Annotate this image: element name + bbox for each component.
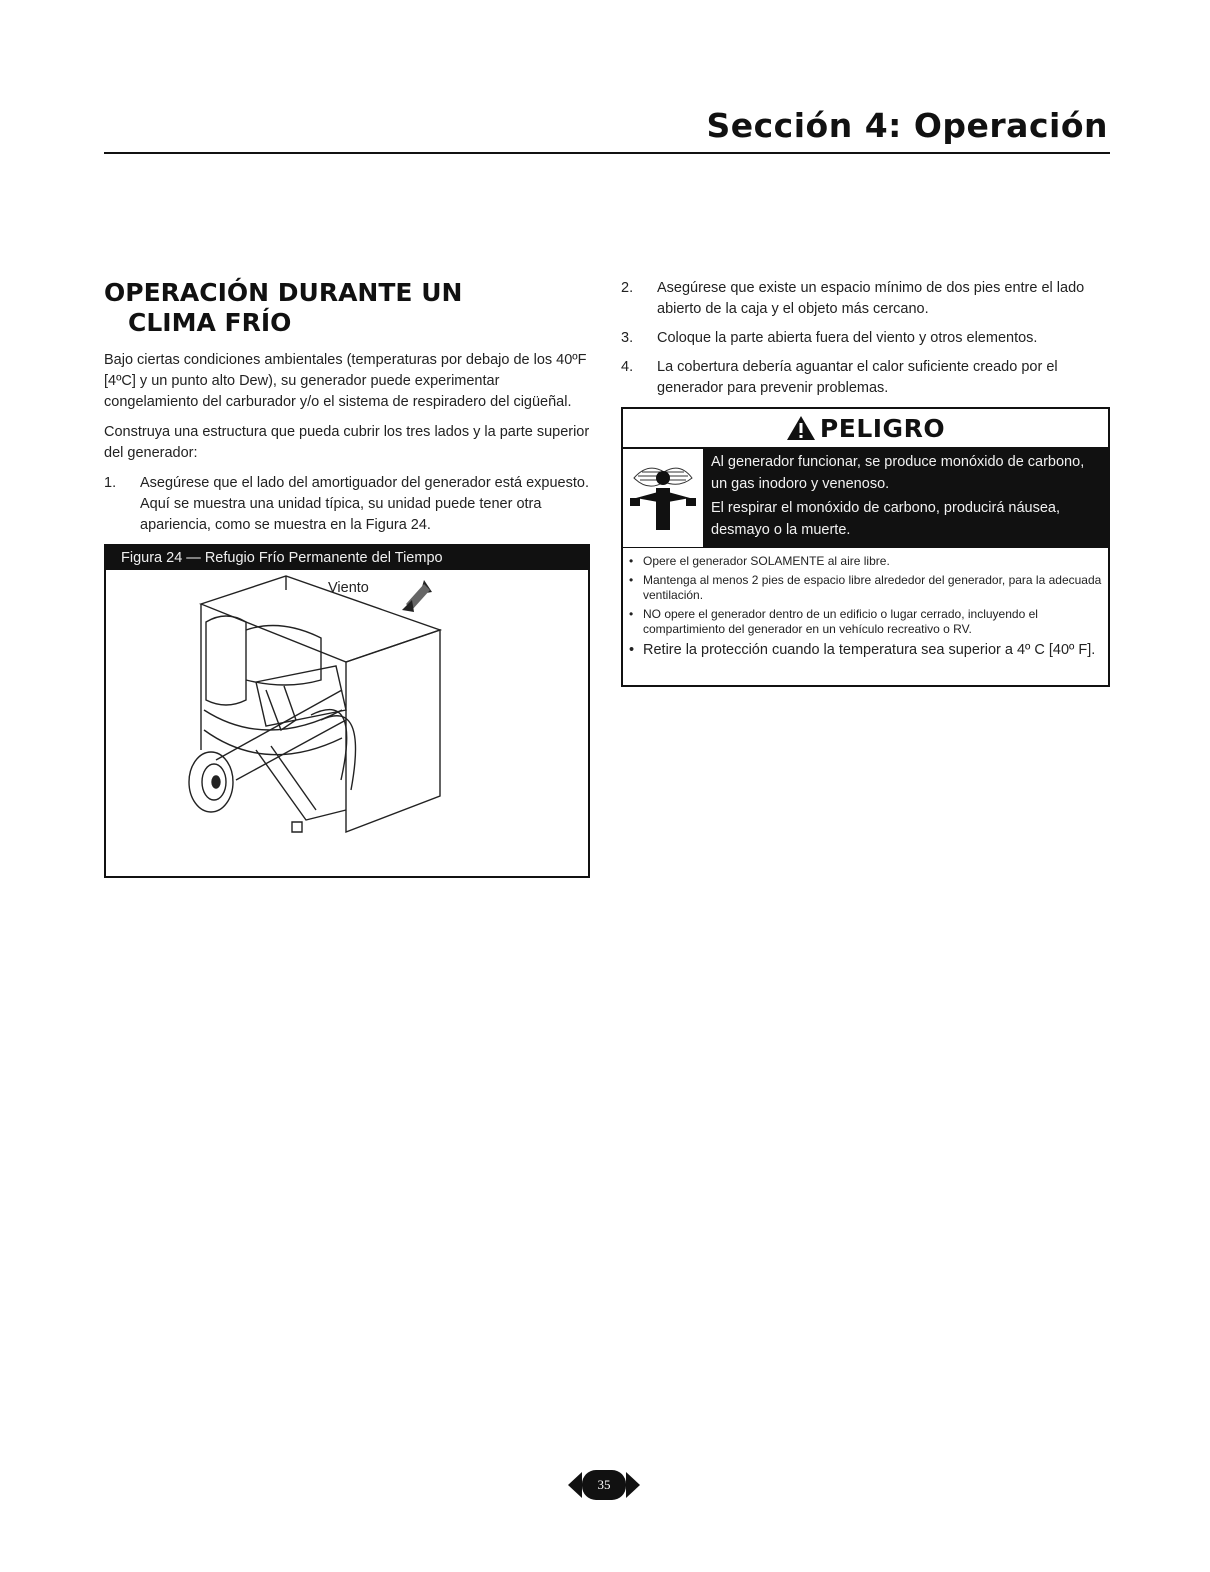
danger-header [623,409,1108,449]
danger-bullet-text: Mantenga al menos 2 pies de espacio libre alrededor del generador, para la adecuada ventilación. [643,573,1102,602]
step-item [621,357,1110,399]
right-column [621,278,1110,687]
wind-label: Viento [328,580,369,596]
bullet-icon: • [629,642,635,658]
left-column [104,278,592,878]
section-title [104,278,592,338]
danger-bullet [629,641,1102,659]
step-item [621,278,1110,320]
toxic-fumes-icon [623,449,703,547]
step-text: Coloque la parte abierta fuera del viento y otros elementos. [657,330,1038,346]
wind-arrow-icon [402,580,432,612]
danger-line: Al generador funcionar, se produce monóxido de carbono, un gas inodoro y venenoso. [711,454,1085,492]
step-text: La cobertura debería aguantar el calor suficiente creado por el generador para prevenir problemas. [657,359,1058,396]
step-number: 2. [621,280,634,296]
danger-bullet [629,554,1102,569]
danger-bullet-text: Retire la protección cuando la temperatura sea superior a 4º C [40º F]. [643,642,1096,658]
warning-triangle-icon [786,415,816,441]
header-divider [104,152,1110,154]
step-number: 4. [621,359,634,375]
danger-message-band [623,449,1108,548]
instruction-paragraph: Construya una estructura que pueda cubrir los tres lados y la parte superior del generador: [104,424,590,461]
step-text: Asegúrese que el lado del amortiguador del generador está expuesto. Aquí se muestra una unidad típica, su unidad puede tener otra apariencia, como se muestra en la Figura 24. [140,475,589,533]
danger-title: PELIGRO [819,413,946,443]
step-number: 3. [621,330,634,346]
danger-bullet [629,607,1102,637]
danger-bullet-text: Opere el generador SOLAMENTE al aire libre. [643,554,890,568]
figure-caption: Figura 24 — Refugio Frío Permanente del Tiempo [106,546,588,570]
figure-24 [104,544,590,878]
bullet-icon: • [629,573,634,587]
generator-shelter-illustration [106,570,588,876]
page-number-badge [568,1468,640,1502]
step-number: 1. [104,475,117,491]
bullet-icon: • [629,607,634,621]
danger-bullet-text: NO opere el generador dentro de un edificio o lugar cerrado, incluyendo el compartimiento del generador en un vehículo recreativo o RV. [643,607,1038,636]
danger-bullet [629,573,1102,603]
section-title-line1: OPERACIÓN DURANTE UN [104,278,463,307]
page-number: 35 [597,1477,611,1492]
danger-message [703,449,1108,547]
step-item [621,328,1110,349]
danger-warning-box [621,407,1110,687]
bullet-icon: • [629,554,634,568]
section-title-line2: CLIMA FRÍO [128,308,292,337]
intro-paragraph: Bajo ciertas condiciones ambientales (temperaturas por debajo de los 40ºF [4ºC] y un punto alto Dew), su generador puede experimentar congelamiento del carburador y/o el sistema de respiradero del cigüeñal. [104,352,587,410]
danger-bullet-list [623,548,1108,659]
step-item [104,473,592,536]
section-header-title: Sección 4: Operación [706,106,1108,145]
step-text: Asegúrese que existe un espacio mínimo de dos pies entre el lado abierto de la caja y el objeto más cercano. [657,280,1085,317]
danger-line: El respirar el monóxido de carbono, producirá náusea, desmayo o la muerte. [711,500,1061,538]
